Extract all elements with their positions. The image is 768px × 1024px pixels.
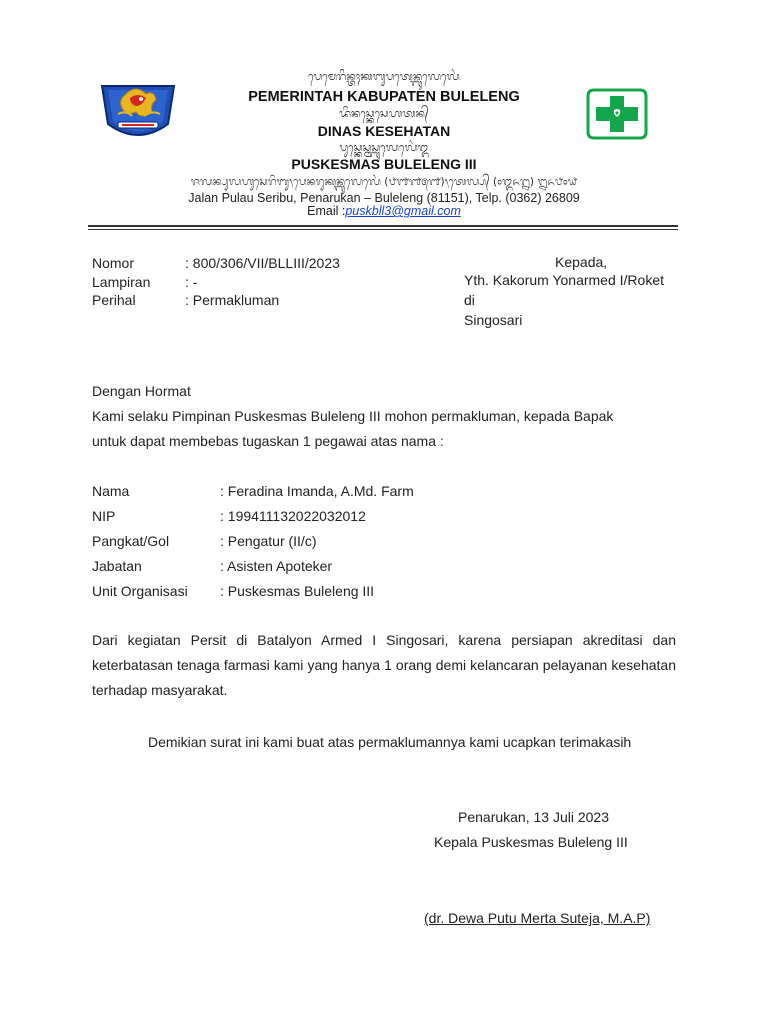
employee-value: : Asisten Apoteker [220, 558, 333, 574]
salutation: Dengan Hormat [92, 383, 191, 399]
intro-line-1: Kami selaku Pimpinan Puskesmas Buleleng III mohon permakluman, kepada Bapak [92, 408, 614, 424]
balinese-script-line-2: ᬤᬶᬦᬲ᭄ᬓᬾᬲᬾᬳᬢᬦ᭄ [339, 107, 429, 120]
employee-value: : Feradina Imanda, A.Md. Farm [220, 483, 414, 499]
signatory-position: Kepala Puskesmas Buleleng III [434, 834, 628, 850]
nomor-value: : 800/306/VII/BLLIII/2023 [185, 255, 340, 271]
balinese-script-line-1: ᬧᬾᬫᬾᬭᬶᬦ᭄ᬢᬄᬓᬩᬸᬧᬢᬾᬦ᭄ᬩᬸᬮᬾᬮᬾᬂ [308, 70, 460, 83]
employee-value: : 199411132022032012 [220, 508, 366, 524]
recipient-line-1: Yth. Kakorum Yonarmed I/Roket [464, 272, 664, 288]
main-paragraph: Dari kegiatan Persit di Batalyon Armed I Singosari, karena persiapan akreditasi dan keterbatasan tenaga farmasi kami yang hanya 1 orang demi kelancaran pelayanan kesehatan terhadap masyarakat. [92, 632, 676, 698]
government-name: PEMERINTAH KABUPATEN BULELENG [248, 89, 520, 105]
employee-label: Pangkat/Gol [92, 533, 170, 549]
nomor-label: Nomor [92, 255, 135, 271]
recipient-kepada: Kepada, [555, 254, 608, 270]
recipient-line-2: di [464, 292, 475, 308]
balinese-script-line-4: ᬚᬮᬦ᭄ᬧᬸᬮᬳᬸᬲᬾᬭᬶᬩᬸ᭞ᬧᬾᬦᬭᬸᬓᬦ᭄ᬩᬸᬮᬾᬮᬾᬂ (᭘᭑᭑᭕᭑)᭞ᬢᬾᬮ᭄ᬧ᭄ (᭐᭓᭖᭒) ᭒᭖᭘᭐᭙ [190, 176, 578, 188]
email-line [0, 204, 768, 218]
employee-label: Unit Organisasi [92, 583, 188, 599]
office-name: PUSKESMAS BULELENG III [291, 156, 477, 172]
intro-line-2: untuk dapat membebas tugaskan 1 pegawai atas nama : [92, 433, 444, 449]
email-label: Email : [307, 204, 346, 218]
employee-label: NIP [92, 508, 116, 524]
employee-label: Nama [92, 483, 130, 499]
employee-label: Jabatan [92, 558, 142, 574]
department-name: DINAS KESEHATAN [317, 123, 451, 139]
address-line: Jalan Pulau Seribu, Penarukan – Buleleng (81151), Telp. (0362) 26809 [188, 191, 580, 205]
letterhead-divider-thin [88, 229, 678, 230]
balinese-script-line-3: ᬧᬸᬲ᭄ᬓᬾᬲ᭄ᬫᬲ᭄ᬩᬸᬮᬾᬮᬾᬂ᭓ [339, 141, 429, 154]
email-link[interactable]: puskbll3@gmail.com [345, 204, 461, 218]
signatory-name: (dr. Dewa Putu Merta Suteja, M.A.P) [424, 910, 651, 926]
employee-value: : Pengatur (II/c) [220, 533, 317, 549]
employee-value: : Puskesmas Buleleng III [220, 583, 375, 599]
closing-paragraph: Demikian surat ini kami buat atas permaklumannya kami ucapkan terimakasih [148, 734, 632, 750]
letterhead-divider-thick [88, 225, 678, 227]
place-date: Penarukan, 13 Juli 2023 [458, 809, 609, 825]
lampiran-value: : - [185, 274, 198, 290]
perihal-label: Perihal [92, 292, 136, 308]
perihal-value: : Permakluman [185, 292, 280, 308]
recipient-line-3: Singosari [464, 312, 523, 328]
lampiran-label: Lampiran [92, 274, 151, 290]
